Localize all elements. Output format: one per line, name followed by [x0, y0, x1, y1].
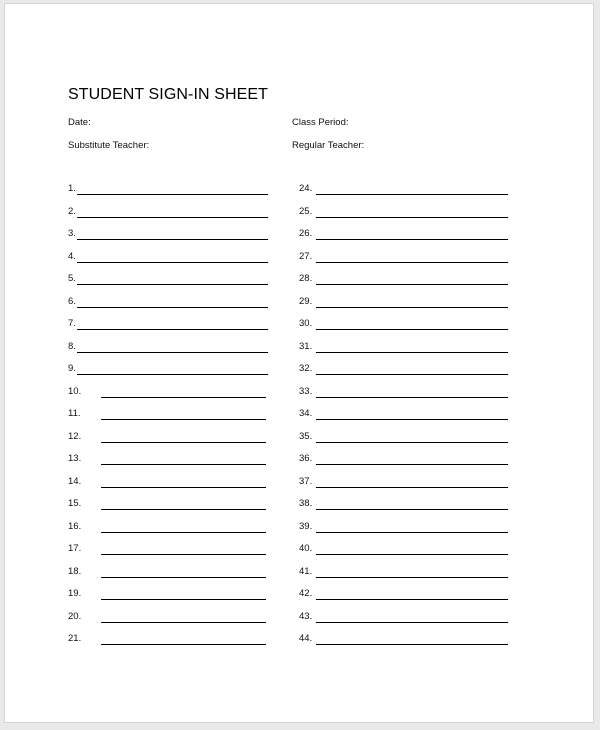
row-number: 33. — [299, 385, 313, 397]
signature-row — [5, 633, 595, 647]
row-number: 8. — [68, 340, 76, 352]
signature-row — [5, 228, 595, 242]
row-number: 37. — [299, 475, 313, 487]
row-number: 12. — [68, 430, 82, 442]
signature-line[interactable] — [316, 352, 508, 353]
row-number: 26. — [299, 228, 313, 239]
signature-row — [5, 183, 595, 197]
signature-row — [5, 296, 595, 310]
row-number: 24. — [299, 183, 313, 194]
signature-row — [5, 363, 595, 377]
signature-row — [5, 251, 595, 265]
row-number: 17. — [68, 543, 82, 554]
row-number: 39. — [299, 520, 313, 532]
signature-line[interactable] — [316, 397, 508, 398]
regular-teacher-label: Regular Teacher: — [292, 140, 365, 151]
document-page — [4, 3, 594, 723]
row-number: 25. — [299, 205, 313, 217]
signature-row — [5, 521, 595, 535]
signature-line[interactable] — [316, 329, 508, 330]
signature-line[interactable] — [316, 419, 508, 420]
row-number: 34. — [299, 408, 313, 419]
signature-row — [5, 386, 595, 400]
row-number: 7. — [68, 318, 76, 329]
row-number: 4. — [68, 250, 76, 262]
signature-line[interactable] — [316, 284, 508, 285]
date-label: Date: — [68, 117, 91, 128]
signature-row — [5, 498, 595, 512]
row-number: 44. — [299, 633, 313, 644]
signature-line[interactable] — [316, 374, 508, 375]
row-number: 20. — [68, 610, 82, 622]
row-number: 29. — [299, 295, 313, 307]
row-number: 14. — [68, 475, 82, 487]
row-number: 36. — [299, 453, 313, 464]
signature-row — [5, 408, 595, 422]
signature-line[interactable] — [316, 442, 508, 443]
row-number: 43. — [299, 610, 313, 622]
signature-row — [5, 611, 595, 625]
signature-row — [5, 431, 595, 445]
signature-line[interactable] — [316, 509, 508, 510]
signature-row — [5, 476, 595, 490]
row-number: 9. — [68, 363, 76, 374]
class-period-label: Class Period: — [292, 117, 349, 128]
signature-row — [5, 318, 595, 332]
signature-line[interactable] — [316, 577, 508, 578]
signature-row — [5, 566, 595, 580]
signature-line[interactable] — [316, 239, 508, 240]
row-number: 30. — [299, 318, 313, 329]
row-number: 10. — [68, 385, 82, 397]
signature-row — [5, 273, 595, 287]
row-number: 35. — [299, 430, 313, 442]
row-number: 15. — [68, 498, 82, 509]
row-number: 11. — [68, 408, 81, 419]
signature-line[interactable] — [316, 464, 508, 465]
signature-line[interactable] — [316, 532, 508, 533]
row-number: 13. — [68, 453, 82, 464]
row-number: 28. — [299, 273, 313, 284]
row-number: 40. — [299, 543, 313, 554]
signature-row — [5, 543, 595, 557]
signature-line[interactable] — [316, 307, 508, 308]
page-title: STUDENT SIGN-IN SHEET — [68, 86, 269, 103]
signature-line[interactable] — [316, 599, 508, 600]
signature-line[interactable] — [316, 644, 508, 645]
row-number: 5. — [68, 273, 76, 284]
signature-line[interactable] — [316, 554, 508, 555]
signature-line[interactable] — [316, 622, 508, 623]
row-number: 1. — [68, 183, 76, 194]
substitute-teacher-label: Substitute Teacher: — [68, 140, 150, 151]
signature-line[interactable] — [316, 217, 508, 218]
signature-row — [5, 206, 595, 220]
row-number: 31. — [299, 340, 313, 352]
signature-row — [5, 341, 595, 355]
row-number: 18. — [68, 565, 82, 577]
row-number: 41. — [299, 565, 313, 577]
signature-line[interactable] — [316, 262, 508, 263]
row-number: 19. — [68, 588, 82, 599]
row-number: 2. — [68, 205, 76, 217]
row-number: 6. — [68, 295, 76, 307]
row-number: 38. — [299, 498, 313, 509]
signature-line[interactable] — [316, 194, 508, 195]
row-number: 27. — [299, 250, 313, 262]
signature-row — [5, 453, 595, 467]
row-number: 16. — [68, 520, 82, 532]
signature-line[interactable] — [316, 487, 508, 488]
row-number: 21. — [68, 633, 82, 644]
row-number: 3. — [68, 228, 76, 239]
signature-row — [5, 588, 595, 602]
row-number: 32. — [299, 363, 313, 374]
row-number: 42. — [299, 588, 313, 599]
